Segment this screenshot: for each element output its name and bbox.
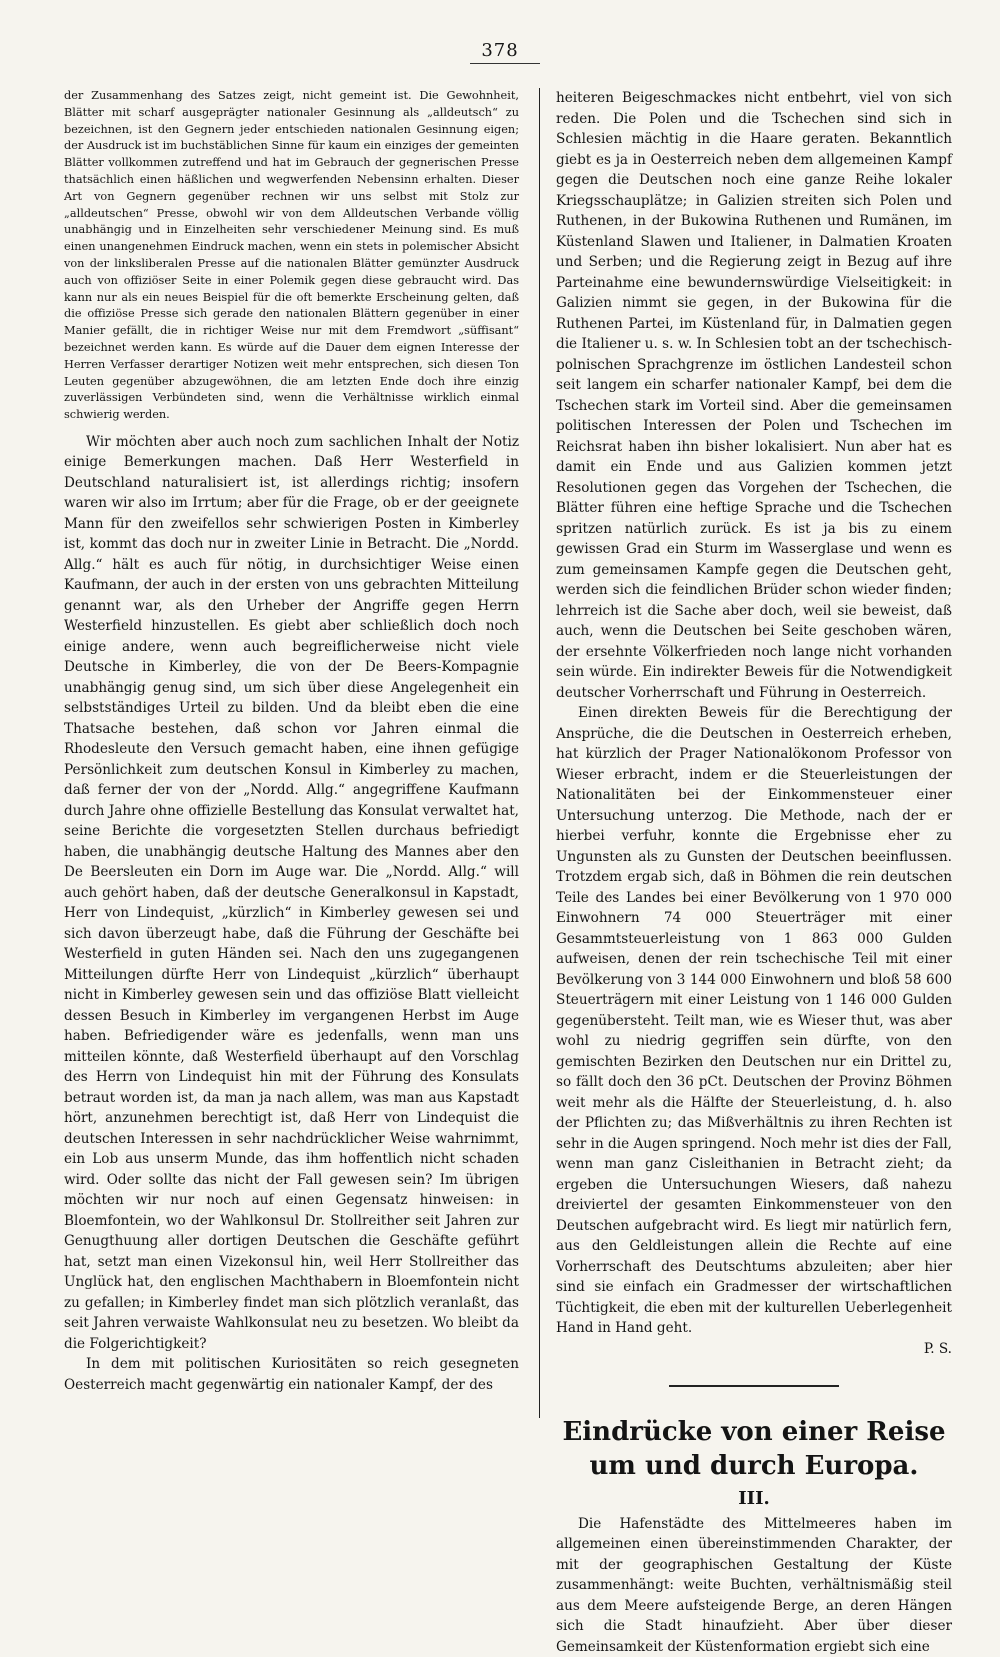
left-column — [64, 88, 519, 1418]
body-paragraph: In dem mit politischen Kuriositäten so reich gesegneten Oesterreich macht gegenwärtig ein nationaler Kampf, der des — [64, 1354, 519, 1395]
body-paragraph: Einen direkten Beweis für die Berechtigung der Ansprüche, die die Deutschen in Oesterreich erheben, hat kürzlich der Prager Nationalökonom Professor von Wieser erbracht, indem er die Steuerleistungen der Nationalitäten bei der Einkommensteuer einer Untersuchung unterzog. Die Methode, nach der er hierbei verfuhr, konnte die Ergebnisse eher zu Ungunsten als zu Gunsten der Deutschen beeinflussen. Trotzdem ergab sich, daß in Böhmen die rein deutschen Teile des Landes bei einer Bevölkerung von 1 970 000 Einwohnern 74 000 Steuerträger mit einer Gesammtsteuerleistung von 1 863 000 Gulden aufweisen, denen der rein tschechische Teil mit einer Bevölkerung von 3 144 000 Einwohnern und bloß 58 600 Steuerträgern mit einer Leistung von 1 146 000 Gulden gegenübersteht. Teilt man, wie es Wieser thut, was aber wohl zu niedrig gegriffen sein dürfte, von den gemischten Bezirken den Deutschen nur ein Drittel zu, so fällt doch den 36 pCt. Deutschen der Provinz Böhmen weit mehr als die Hälfte der Steuerleistung, d. h. also der Pflichten zu; das Mißverhältnis zu ihren Rechten ist sehr in die Augen springend. Noch mehr ist dies der Fall, wenn man ganz Cisleithanien in Betracht zieht; da ergeben die Untersuchungen Wiesers, daß nahezu dreiviertel der gesamten Einkommensteuer von den Deutschen aufgebracht wird. Es liegt mir natürlich fern, aus den Geldleistungen allein die Rechte auf eine Vorherrschaft des Deutschtums abzuleiten; aber hier sind sie einfach ein Gradmesser der wirtschaftlichen Tüchtigkeit, die eben mit der kulturellen Ueberlegenheit Hand in Hand geht. — [556, 703, 952, 1339]
article-part-number: III. — [556, 1489, 952, 1510]
body-paragraph: Wir möchten aber auch noch zum sachlichen Inhalt der Notiz einige Bemerkungen machen. Daß Herr Westerfield in Deutschland naturalisiert ist, ist allerdings richtig; insofern waren wir also im Irrtum; aber für die Frage, ob er der geeignete Mann für den zweifellos sehr schwierigen Posten in Kimberley ist, kommt das doch nur in zweiter Linie in Betracht. Die „Nordd. Allg.“ hält es auch für nötig, in durchsichtiger Weise einen Kaufmann, der auch in der ersten von uns gebrachten Mitteilung genannt war, als den Urheber der Angriffe gegen Herrn Westerfield hinzustellen. Es giebt aber schließlich doch noch einige andere, wenn auch begreiflicherweise nicht viele Deutsche in Kimberley, die von der De Beers-Kompagnie unabhängig genug sind, um sich über diese Angelegenheit ein selbstständiges Urteil zu bilden. Und da bleibt eben die eine Thatsache bestehen, daß schon vor Jahren einmal die Rhodesleute den Versuch gemacht haben, eine ihnen gefügige Persönlichkeit zum deutschen Konsul in Kimberley zu machen, daß ferner der von der „Nordd. Allg.“ angegriffene Kaufmann durch Jahre ohne offizielle Bestellung das Konsulat verwaltet hat, seine Berichte die vorgesetzten Stellen durchaus befriedigt haben, die unabhängig deutsche Haltung des Mannes aber den De Beersleuten ein Dorn im Auge war. Die „Nordd. Allg.“ will auch gehört haben, daß der deutsche Generalkonsul in Kapstadt, Herr von Lindequist, „kürzlich“ in Kimberley gewesen sei und sich davon überzeugt habe, daß die Führung der Geschäfte bei Westerfield in guten Händen sei. Nach den uns zugegangenen Mitteilungen dürfte Herr von Lindequist „kürzlich“ überhaupt nicht in Kimberley gewesen sein und das offiziöse Blatt vielleicht dessen Besuch in Kimberley im vergangenen Herbst im Auge haben. Befriedigender wäre es jedenfalls, wenn man uns mitteilen könnte, daß Westerfield überhaupt auf den Vorschlag des Herrn von Lindequist hin mit der Führung des Konsulats betraut worden ist, da man ja nach allem, was man aus Kapstadt hört, anzunehmen berechtigt ist, daß Herr von Lindequist die deutschen Interessen in sehr nachdrücklicher Weise wahrnimmt, ein Lob aus unserm Munde, das ihm hoffentlich nicht schaden wird. Oder sollte das nicht der Fall gewesen sein? Im übrigen möchten wir nur noch auf einen Gegensatz hinweisen: in Bloemfontein, wo der Wahlkonsul Dr. Stollreither seit Jahren zur Genugthuung aller dortigen Deutschen die Geschäfte geführt hat, setzt man einen Vizekonsul hin, weil Herr Stollreither das Unglück hat, den englischen Machthabern in Bloemfontein nicht zu gefallen; in Kimberley findet man sich plötzlich veranlaßt, das seit Jahren verwaiste Wahlkonsulat neu zu besetzen. Wo bleibt da die Folgerichtigkeit? — [64, 432, 519, 1355]
right-column: heiteren Beigeschmackes nicht entbehrt, viel von sich reden. Die Polen und die Tschechen sind sich in Schlesien mächtig in die Haare geraten. Bekanntlich giebt es ja in Oesterreich neben dem allgemeinen Kampf gegen die Deutschen noch eine ganze Reihe lokaler Kriegsschauplätze; in Galizien streiten sich Polen und Ruthenen, in der Bukowina Ruthenen und Rumänen, im Küstenland Slawen und Italiener, in Dalmatien Kroaten und Serben; und die Regierung zeigt in Bezug auf ihre Parteinahme eine bewundernswürdige Vielseitigkeit: in Galizien nimmt sie gegen, in der Bukowina für die Ruthenen Partei, im Küstenland für, in Dalmatien gegen die Italiener u. s. w. In Schlesien tobt an der tschechisch-polnischen Sprachgrenze im östlichen Landesteil schon seit langem ein scharfer nationaler Kampf, bei dem die Tschechen stark im Vorteil sind. Aber die gemeinsamen politischen Interessen der Polen und Tschechen im Reichsrat haben ihn bisher lokalisiert. Nun aber hat es damit ein Ende und aus Galizien kommen jetzt Resolutionen gegen das Vorgehen der Tschechen, die Blätter führen eine heftige Sprache und die Tschechen spritzen natürlich zurück. Es ist ja bis zu einem gewissen Grad ein Sturm im Wasserglase und wenn es zum gemeinsamen Kampfe gegen die Deutschen geht, werden sich die feindlichen Brüder schon wieder finden; lehrreich ist die Sache aber doch, weil sie beweist, daß auch, wenn die Deutschen bei Seite geschoben wären, der ersehnte Völkerfrieden noch lange nicht vorhanden sein würde. Ein indirekter Beweis für die Notwendigkeit deutscher Vorherrschaft und Führung in Oesterreich. Einen direkten Beweis für die Berechtigung der Ansprüche, die die Deutschen in Oesterreich erheben, hat kürzlich der Prager Nationalökonom Professor von Wieser erbracht, indem er die Steuerleistungen der Nationalitäten bei der Einkommensteuer einer Untersuchung unterzog. Die Methode, nach der er hierbei verfuhr, konnte die Ergebnisse eher zu Ungunsten als zu Gunsten der Deutschen beeinflussen. Trotzdem ergab sich, daß in Böhmen die rein deutschen Teile des Landes bei einer Bevölkerung von 1 970 000 Einwohnern 74 000 Steuerträger mit einer Gesammtsteuerleistung von 1 863 000 Gulden aufweisen, denen der rein tschechische Teil mit einer Bevölkerung von 3 144 000 Einwohnern und bloß 58 600 Steuerträgern mit einer Leistung von 1 146 000 Gulden gegenübersteht. Teilt man, wie es Wieser thut, was aber wohl zu niedrig gegriffen sein dürfte, von den gemischten Bezirken den Deutschen nur ein Drittel zu, so fällt doch den 36 pCt. Deutschen der Provinz Böhmen weit mehr als die Hälfte der Steuerleistung, d. h. also der Pflichten zu; das Mißverhältnis zu ihren Rechten ist sehr in die Augen springend. Noch mehr ist dies der Fall, wenn man ganz Cisleithanien in Betracht zieht; da ergeben die Untersuchungen Wiesers, daß nahezu dreiviertel der gesamten Einkommensteuer von den Deutschen aufgebracht wird. Es liegt mir natürlich fern, aus den Geldleistungen allein die Rechte auf eine Vorherrschaft des Deutschtums abzuleiten; aber hier sind sie einfach ein Gradmesser der wirtschaftlichen Tüchtigkeit, die eben mit der kulturellen Ueberlegenheit Hand in Hand geht. P. S. Eindrücke von einer Reise um und durch Europa. III. Die Hafenstädte des Mittelmeeres haben im allgemeinen einen übereinstimmenden Charakter, der mit der geographischen Gestaltung der Küste zusammenhängt: weite Buchten, verhältnismäßig steil aus dem Meere aufsteigende Berge, an deren Hängen sich die Stadt hinaufzieht. Aber über dieser Gemeinsamkeit der Küstenformation ergiebt sich eine — [556, 88, 952, 1418]
small-print-paragraph: der Zusammenhang des Satzes zeigt, nicht gemeint ist. Die Gewohnheit, Blätter mit scharf ausgeprägter nationaler Gesinnung als „alldeutsch“ zu bezeichnen, ist den Gegnern jeder entschieden nationalen Gesinnung eigen; der Ausdruck ist im buchstäblichen Sinne für kaum ein einziges der gemeinten Blätter vollkommen zutreffend und hat im Gebrauch der gegnerischen Presse thatsächlich einen häßlichen und wegwerfenden Nebensinn erhalten. Dieser Art von Gegnern gegenüber rechnen wir uns selbst mit Stolz zur „alldeutschen“ Presse, obwohl wir von dem Alldeutschen Verbande völlig unabhängig und in Einzelheiten sehr verschiedener Meinung sind. Es muß einen unangenehmen Eindruck machen, wenn ein stets in polemischer Absicht von der linksliberalen Presse auf die nationalen Blätter gemünzter Ausdruck auch von offiziöser Seite in einer Polemik gegen diese gebraucht wird. Das kann nur als ein neues Beispiel für die oft bemerkte Erscheinung gelten, daß die offiziöse Presse sich gerade den nationalen Blättern gegenüber in einer Manier gefällt, die in richtiger Weise nur mit dem Fremdwort „süffisant“ bezeichnet werden kann. Es würde auf die Dauer dem eignen Interesse der Herren Verfasser derartiger Notizen weit mehr entsprechen, sich diesen Ton Leuten gegenüber abzugewöhnen, die am letzten Ende doch ihre einzig zuverlässigen Verbündeten sind, wenn die Verhältnisse wirklich einmal schwierig werden. — [64, 88, 519, 424]
page-number: 378 — [0, 40, 1000, 61]
body-paragraph: heiteren Beigeschmackes nicht entbehrt, viel von sich reden. Die Polen und die Tschechen sind sich in Schlesien mächtig in die Haare geraten. Bekanntlich giebt es ja in Oesterreich neben dem allgemeinen Kampf gegen die Deutschen noch eine ganze Reihe lokaler Kriegsschauplätze; in Galizien streiten sich Polen und Ruthenen, in der Bukowina Ruthenen und Rumänen, im Küstenland Slawen und Italiener, in Dalmatien Kroaten und Serben; und die Regierung zeigt in Bezug auf ihre Parteinahme eine bewundernswürdige Vielseitigkeit: in Galizien nimmt sie gegen, in der Bukowina für die Ruthenen Partei, im Küstenland für, in Dalmatien gegen die Italiener u. s. w. In Schlesien tobt an der tschechisch-polnischen Sprachgrenze im östlichen Landesteil schon seit langem ein scharfer nationaler Kampf, bei dem die Tschechen stark im Vorteil sind. Aber die gemeinsamen politischen Interessen der Polen und Tschechen im Reichsrat haben ihn bisher lokalisiert. Nun aber hat es damit ein Ende und aus Galizien kommen jetzt Resolutionen gegen das Vorgehen der Tschechen, die Blätter führen eine heftige Sprache und die Tschechen spritzen natürlich zurück. Es ist ja bis zu einem gewissen Grad ein Sturm im Wasserglase und wenn es zum gemeinsamen Kampfe gegen die Deutschen geht, werden sich die feindlichen Brüder schon wieder finden; lehrreich ist die Sache aber doch, weil sie beweist, daß auch, wenn die Deutschen bei Seite geschoben wären, der ersehnte Völkerfrieden noch lange nicht vorhanden sein würde. Ein indirekter Beweis für die Notwendigkeit deutscher Vorherrschaft und Führung in Oesterreich. — [556, 88, 952, 703]
article-title: Eindrücke von einer Reise um und durch Europa. — [556, 1415, 952, 1483]
article-paragraph: Die Hafenstädte des Mittelmeeres haben im allgemeinen einen übereinstimmenden Charakter, der mit der geographischen Gestaltung der Küste zusammenhängt: weite Buchten, verhältnismäßig steil aus dem Meere aufsteigende Berge, an deren Hängen sich die Stadt hinaufzieht. Aber über dieser Gemeinsamkeit der Küstenformation ergiebt sich eine — [556, 1514, 952, 1657]
page-number-rule — [470, 63, 540, 64]
section-divider — [669, 1385, 839, 1387]
column-divider — [539, 88, 540, 1418]
